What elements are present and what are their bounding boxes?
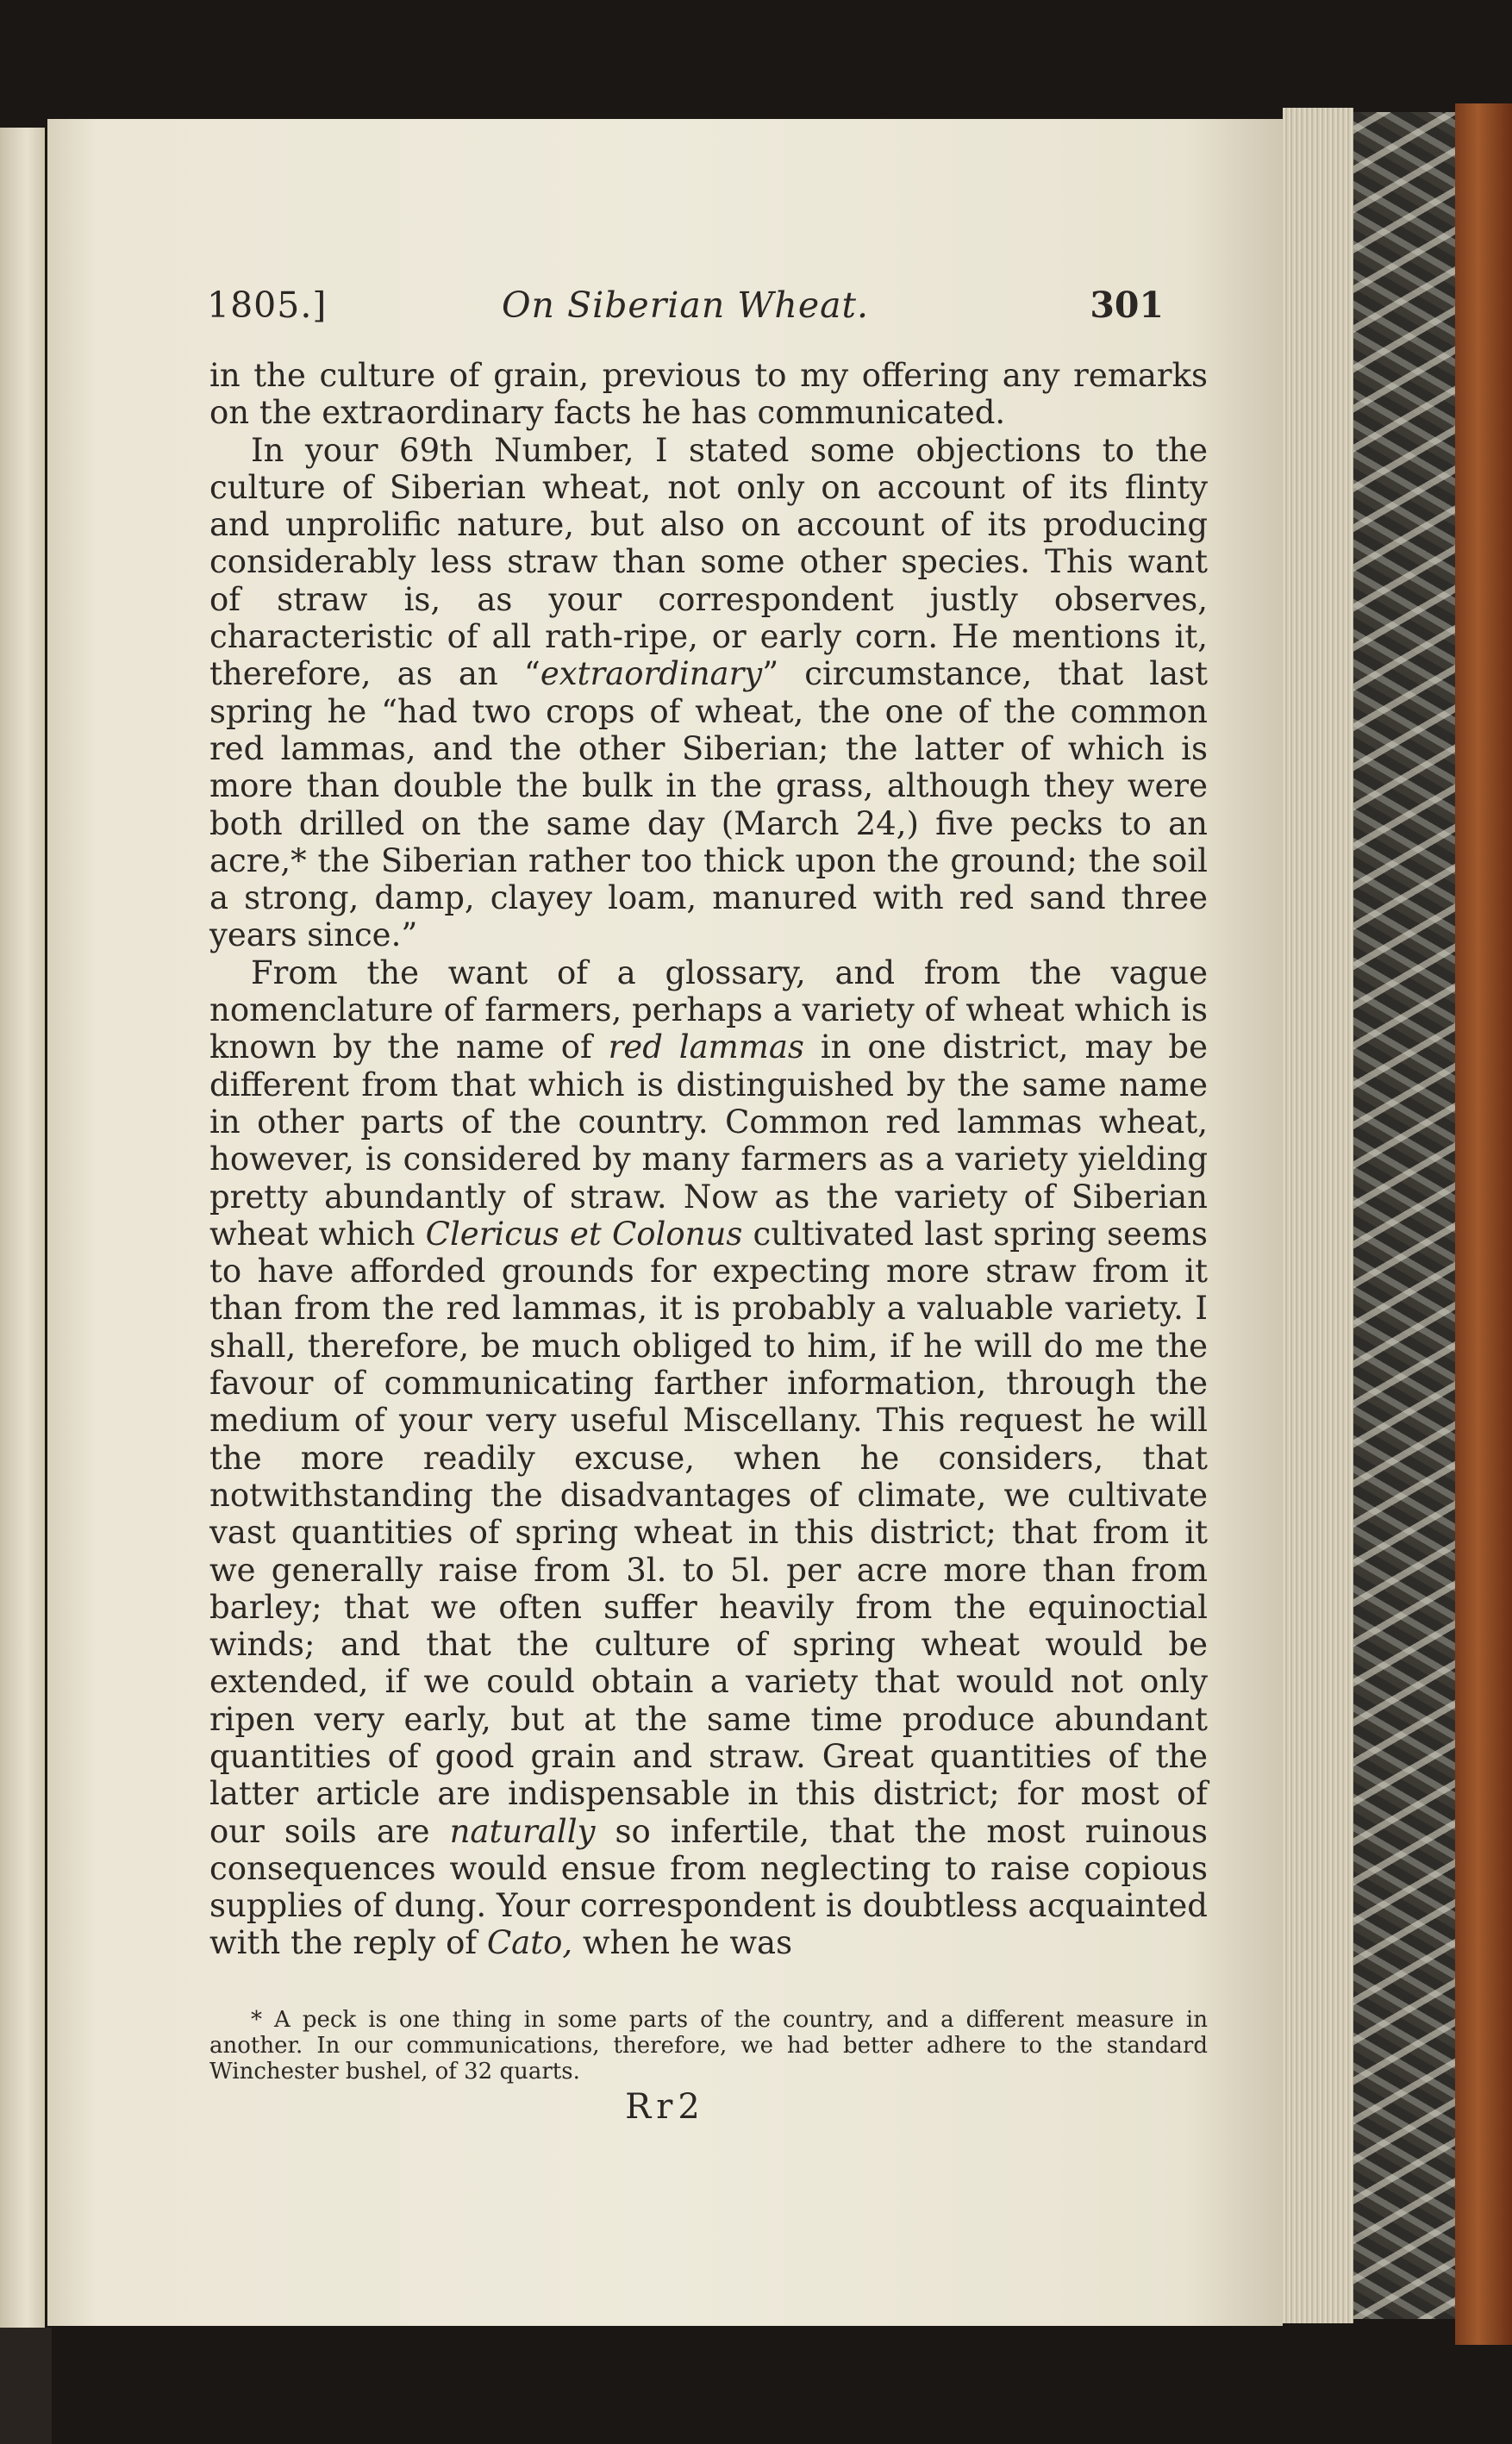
paragraph-1: in the culture of grain, previous to my offering any remarks on the extraordinary facts he has communicated. [209,357,1208,432]
book-cover-left [0,2328,52,2444]
book-board-right [1455,103,1512,2345]
body-text [209,357,1208,1962]
page-number: 301 [1090,284,1164,326]
facing-page-edge [0,128,45,2335]
page-stack-edge [1283,108,1353,2323]
header-title: On Siberian Wheat. [501,284,870,326]
paragraph-2: In your 69th Number, I stated some objections to the culture of Siberian wheat, not only on account of its flinty and unprolific nature, but also on account of its producing considerably less straw than some other species. This want of straw is, as your correspondent justly observes, characteristic of all rath-ripe, or early corn. He mentions it, therefore, as an “extraordinary” circumstance, that last spring he “had two crops of wheat, the one of the common red lammas, and the other Siberian; the latter of which is more than double the bulk in the grass, although they were both drilled on the same day (March 24,) five pecks to an acre,* the Siberian rather too thick upon the ground; the soil a strong, damp, clayey loam, manured with red sand three years since.” [209,431,1208,954]
running-head [207,284,1164,336]
book-page [47,119,1283,2326]
paragraph-3: From the want of a glossary, and from the vague nomenclature of farmers, perhaps a variety of wheat which is known by the name of red lammas in one district, may be different from that which is distinguished by the same name in other parts of the country. Common red lammas wheat, however, is considered by many farmers as a variety yielding pretty abundantly of straw. Now as the variety of Siberian wheat which Clericus et Colonus cultivated last spring seems to have afforded grounds for expecting more straw from it than from the red lammas, it is probably a valuable variety. I shall, therefore, be much obliged to him, if he will do me the favour of communicating farther information, through the medium of your very useful Miscellany. This request he will the more readily excuse, when he considers, that notwithstanding the disadvantages of climate, we cultivate vast quantities of spring wheat in this district; that from it we generally raise from 3l. to 5l. per acre more than from barley; that we often suffer heavily from the equinoctial winds; and that the culture of spring wheat would be extended, if we could obtain a variety that would not only ripen very early, but at the same time produce abundant quantities of good grain and straw. Great quantities of the latter article are indispensable in this district; for most of our soils are naturally so infertile, that the most ruinous consequences would ensue from neglecting to raise copious supplies of dung. Your correspondent is doubtless acquainted with the reply of Cato, when he was [209,953,1209,1962]
footnote: * A peck is one thing in some parts of the country, and a different measure in another. In our communications, therefore, we had better adhere to the standard Winchester bushel, of 32 quarts. [209,2007,1208,2085]
header-year: 1805.] [207,284,328,326]
signature-mark: Rr2 [625,2087,705,2127]
marbled-endpaper [1353,112,1457,2319]
